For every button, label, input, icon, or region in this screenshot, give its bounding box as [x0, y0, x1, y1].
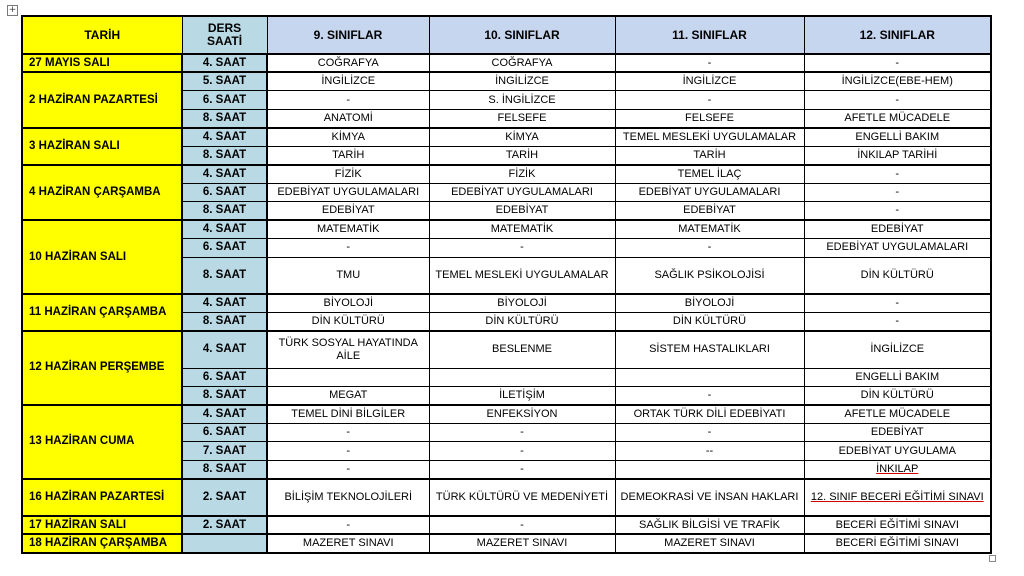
lesson-hour-cell: 8. SAAT	[182, 202, 267, 220]
date-cell: 11 HAZİRAN ÇARŞAMBA	[22, 294, 182, 331]
subject-cell-grade-12: BECERİ EĞİTİMİ SINAVI	[804, 516, 991, 534]
subject-cell-grade-11: DİN KÜLTÜRÜ	[615, 313, 804, 331]
subject-cell-grade-11	[615, 460, 804, 478]
subject-cell-grade-9: TMU	[267, 257, 429, 294]
lesson-hour-cell: 7. SAAT	[182, 442, 267, 460]
subject-cell-grade-10: -	[429, 442, 615, 460]
subject-cell-grade-12: ENGELLİ BAKIM	[804, 368, 991, 386]
subject-cell-grade-12: -	[804, 91, 991, 109]
subject-cell-grade-11	[615, 368, 804, 386]
subject-cell-grade-11: ORTAK TÜRK DİLİ EDEBİYATI	[615, 405, 804, 423]
subject-cell-grade-12: DİN KÜLTÜRÜ	[804, 386, 991, 404]
date-cell: 18 HAZİRAN ÇARŞAMBA	[22, 534, 182, 553]
date-cell: 16 HAZİRAN PAZARTESİ	[22, 479, 182, 516]
lesson-hour-cell: 6. SAAT	[182, 91, 267, 109]
table-row	[22, 516, 991, 534]
subject-cell-grade-10: FELSEFE	[429, 109, 615, 127]
subject-cell-grade-9: EDEBİYAT	[267, 202, 429, 220]
subject-cell-grade-9	[267, 368, 429, 386]
subject-cell-grade-9: COĞRAFYA	[267, 54, 429, 72]
subject-cell-grade-9: -	[267, 91, 429, 109]
subject-cell-grade-10: BİYOLOJİ	[429, 294, 615, 312]
lesson-hour-cell: 4. SAAT	[182, 54, 267, 72]
subject-cell-grade-10: BESLENME	[429, 331, 615, 368]
subject-cell-grade-12: İNKILAP	[804, 460, 991, 478]
subject-cell-grade-10: KİMYA	[429, 128, 615, 146]
subject-cell-grade-10: S. İNGİLİZCE	[429, 91, 615, 109]
subject-cell-grade-9: FİZİK	[267, 165, 429, 183]
subject-cell-grade-11: TEMEL MESLEKİ UYGULAMALAR	[615, 128, 804, 146]
subject-cell-grade-11: SİSTEM HASTALIKLARI	[615, 331, 804, 368]
subject-cell-grade-10: COĞRAFYA	[429, 54, 615, 72]
subject-cell-grade-10: İNGİLİZCE	[429, 72, 615, 90]
subject-cell-grade-11: MATEMATİK	[615, 220, 804, 238]
subject-cell-grade-9: BİYOLOJİ	[267, 294, 429, 312]
subject-cell-grade-10	[429, 368, 615, 386]
subject-cell-grade-12: İNGİLİZCE(EBE-HEM)	[804, 72, 991, 90]
lesson-hour-cell: 2. SAAT	[182, 516, 267, 534]
subject-cell-grade-12: -	[804, 313, 991, 331]
subject-cell-grade-11: -	[615, 239, 804, 257]
subject-cell-grade-10: DİN KÜLTÜRÜ	[429, 313, 615, 331]
subject-cell-grade-11: -	[615, 91, 804, 109]
table-row	[22, 534, 991, 553]
header-lesson-hour	[182, 16, 267, 54]
subject-cell-grade-10: İLETİŞİM	[429, 386, 615, 404]
subject-cell-grade-12: AFETLE MÜCADELE	[804, 405, 991, 423]
subject-cell-grade-12: BECERİ EĞİTİMİ SINAVI	[804, 534, 991, 553]
date-cell: 13 HAZİRAN CUMA	[22, 405, 182, 479]
subject-cell-grade-9: -	[267, 423, 429, 441]
subject-cell-grade-12: AFETLE MÜCADELE	[804, 109, 991, 127]
table-row	[22, 479, 991, 516]
header-grade-10: 10. SINIFLAR	[429, 16, 615, 54]
date-cell: 17 HAZİRAN SALI	[22, 516, 182, 534]
schedule-body	[22, 54, 991, 553]
header-grade-12: 12. SINIFLAR	[804, 16, 991, 54]
lesson-hour-cell: 6. SAAT	[182, 183, 267, 201]
date-cell: 2 HAZİRAN PAZARTESİ	[22, 72, 182, 127]
subject-cell-grade-11: TARİH	[615, 146, 804, 164]
lesson-hour-cell: 8. SAAT	[182, 257, 267, 294]
table-row	[22, 405, 991, 423]
subject-cell-grade-10: -	[429, 239, 615, 257]
lesson-hour-cell: 8. SAAT	[182, 109, 267, 127]
subject-cell-grade-9: -	[267, 239, 429, 257]
lesson-hour-cell: 4. SAAT	[182, 128, 267, 146]
header-grade-11: 11. SINIFLAR	[615, 16, 804, 54]
lesson-hour-cell: 8. SAAT	[182, 460, 267, 478]
subject-cell-grade-12: EDEBİYAT	[804, 423, 991, 441]
subject-cell-grade-10: -	[429, 423, 615, 441]
lesson-hour-cell: 4. SAAT	[182, 405, 267, 423]
subject-cell-grade-10: ENFEKSİYON	[429, 405, 615, 423]
lesson-hour-cell: 2. SAAT	[182, 479, 267, 516]
table-move-icon[interactable]: +	[8, 5, 17, 15]
subject-cell-grade-9: DİN KÜLTÜRÜ	[267, 313, 429, 331]
lesson-hour-cell: 4. SAAT	[182, 165, 267, 183]
subject-cell-grade-12: İNKILAP TARİHİ	[804, 146, 991, 164]
subject-cell-grade-11: SAĞLIK PSİKOLOJİSİ	[615, 257, 804, 294]
lesson-hour-cell: 4. SAAT	[182, 294, 267, 312]
subject-cell-grade-11: -	[615, 423, 804, 441]
lesson-hour-cell: 6. SAAT	[182, 423, 267, 441]
date-cell: 4 HAZİRAN ÇARŞAMBA	[22, 165, 182, 220]
subject-cell-grade-11: DEMEOKRASİ VE İNSAN HAKLARI	[615, 479, 804, 516]
subject-cell-grade-11: --	[615, 442, 804, 460]
lesson-hour-cell: 6. SAAT	[182, 368, 267, 386]
subject-cell-grade-10: MAZERET SINAVI	[429, 534, 615, 553]
subject-cell-grade-11: TEMEL İLAÇ	[615, 165, 804, 183]
table-resize-icon[interactable]	[989, 555, 996, 562]
header-lesson-hour-text: DERS SAATİ	[206, 21, 243, 48]
lesson-hour-cell: 6. SAAT	[182, 239, 267, 257]
subject-cell-grade-9: ANATOMİ	[267, 109, 429, 127]
subject-cell-grade-9: -	[267, 442, 429, 460]
subject-cell-grade-9: -	[267, 460, 429, 478]
subject-cell-grade-10: TEMEL MESLEKİ UYGULAMALAR	[429, 257, 615, 294]
table-row	[22, 331, 991, 368]
subject-cell-grade-10: TARİH	[429, 146, 615, 164]
subject-cell-grade-12: -	[804, 294, 991, 312]
subject-cell-grade-11: BİYOLOJİ	[615, 294, 804, 312]
subject-cell-grade-9: TARİH	[267, 146, 429, 164]
lesson-hour-cell: 8. SAAT	[182, 313, 267, 331]
subject-cell-grade-9: KİMYA	[267, 128, 429, 146]
header-row	[22, 16, 991, 54]
subject-cell-grade-12: EDEBİYAT UYGULAMA	[804, 442, 991, 460]
subject-cell-grade-11: İNGİLİZCE	[615, 72, 804, 90]
subject-cell-grade-9: İNGİLİZCE	[267, 72, 429, 90]
subject-cell-grade-10: -	[429, 516, 615, 534]
table-row	[22, 165, 991, 183]
subject-cell-grade-11: EDEBİYAT	[615, 202, 804, 220]
subject-cell-grade-11: MAZERET SINAVI	[615, 534, 804, 553]
subject-cell-grade-11: FELSEFE	[615, 109, 804, 127]
lesson-hour-cell: 5. SAAT	[182, 72, 267, 90]
lesson-hour-cell: 8. SAAT	[182, 146, 267, 164]
header-date: TARİH	[22, 16, 182, 54]
date-cell: 12 HAZİRAN PERŞEMBE	[22, 331, 182, 405]
table-row	[22, 54, 991, 72]
subject-cell-grade-12: İNGİLİZCE	[804, 331, 991, 368]
lesson-hour-cell: 8. SAAT	[182, 386, 267, 404]
table-row	[22, 128, 991, 146]
subject-cell-grade-9: MATEMATİK	[267, 220, 429, 238]
lesson-hour-cell	[182, 534, 267, 553]
subject-cell-grade-10: EDEBİYAT	[429, 202, 615, 220]
subject-cell-grade-11: -	[615, 386, 804, 404]
subject-cell-grade-12: 12. SINIF BECERİ EĞİTİMİ SINAVI	[804, 479, 991, 516]
subject-cell-grade-10: FİZİK	[429, 165, 615, 183]
subject-cell-grade-10: EDEBİYAT UYGULAMALARI	[429, 183, 615, 201]
subject-cell-grade-12: -	[804, 54, 991, 72]
subject-cell-grade-9: BİLİŞİM TEKNOLOJİLERİ	[267, 479, 429, 516]
table-row	[22, 220, 991, 238]
subject-cell-grade-10: TÜRK KÜLTÜRÜ VE MEDENİYETİ	[429, 479, 615, 516]
subject-cell-grade-11: -	[615, 54, 804, 72]
subject-cell-grade-9: MAZERET SINAVI	[267, 534, 429, 553]
subject-cell-grade-12: DİN KÜLTÜRÜ	[804, 257, 991, 294]
exam-schedule-table	[21, 15, 992, 554]
subject-cell-grade-12: -	[804, 165, 991, 183]
date-cell: 10 HAZİRAN SALI	[22, 220, 182, 294]
subject-cell-grade-9: TEMEL DİNİ BİLGİLER	[267, 405, 429, 423]
subject-cell-grade-11: EDEBİYAT UYGULAMALARI	[615, 183, 804, 201]
header-grade-9: 9. SINIFLAR	[267, 16, 429, 54]
date-cell: 3 HAZİRAN SALI	[22, 128, 182, 165]
lesson-hour-cell: 4. SAAT	[182, 220, 267, 238]
date-cell: 27 MAYIS SALI	[22, 54, 182, 72]
subject-cell-grade-12: EDEBİYAT UYGULAMALARI	[804, 239, 991, 257]
subject-cell-grade-9: TÜRK SOSYAL HAYATINDA AİLE	[267, 331, 429, 368]
subject-cell-grade-12: EDEBİYAT	[804, 220, 991, 238]
subject-cell-grade-9: -	[267, 516, 429, 534]
subject-cell-grade-10: MATEMATİK	[429, 220, 615, 238]
lesson-hour-cell: 4. SAAT	[182, 331, 267, 368]
subject-cell-grade-10: -	[429, 460, 615, 478]
subject-cell-grade-12: -	[804, 202, 991, 220]
subject-cell-grade-12: ENGELLİ BAKIM	[804, 128, 991, 146]
subject-cell-grade-12: -	[804, 183, 991, 201]
subject-cell-grade-9: MEGAT	[267, 386, 429, 404]
subject-cell-grade-11: SAĞLIK BİLGİSİ VE TRAFİK	[615, 516, 804, 534]
subject-cell-grade-9: EDEBİYAT UYGULAMALARI	[267, 183, 429, 201]
table-row	[22, 72, 991, 90]
table-row	[22, 294, 991, 312]
